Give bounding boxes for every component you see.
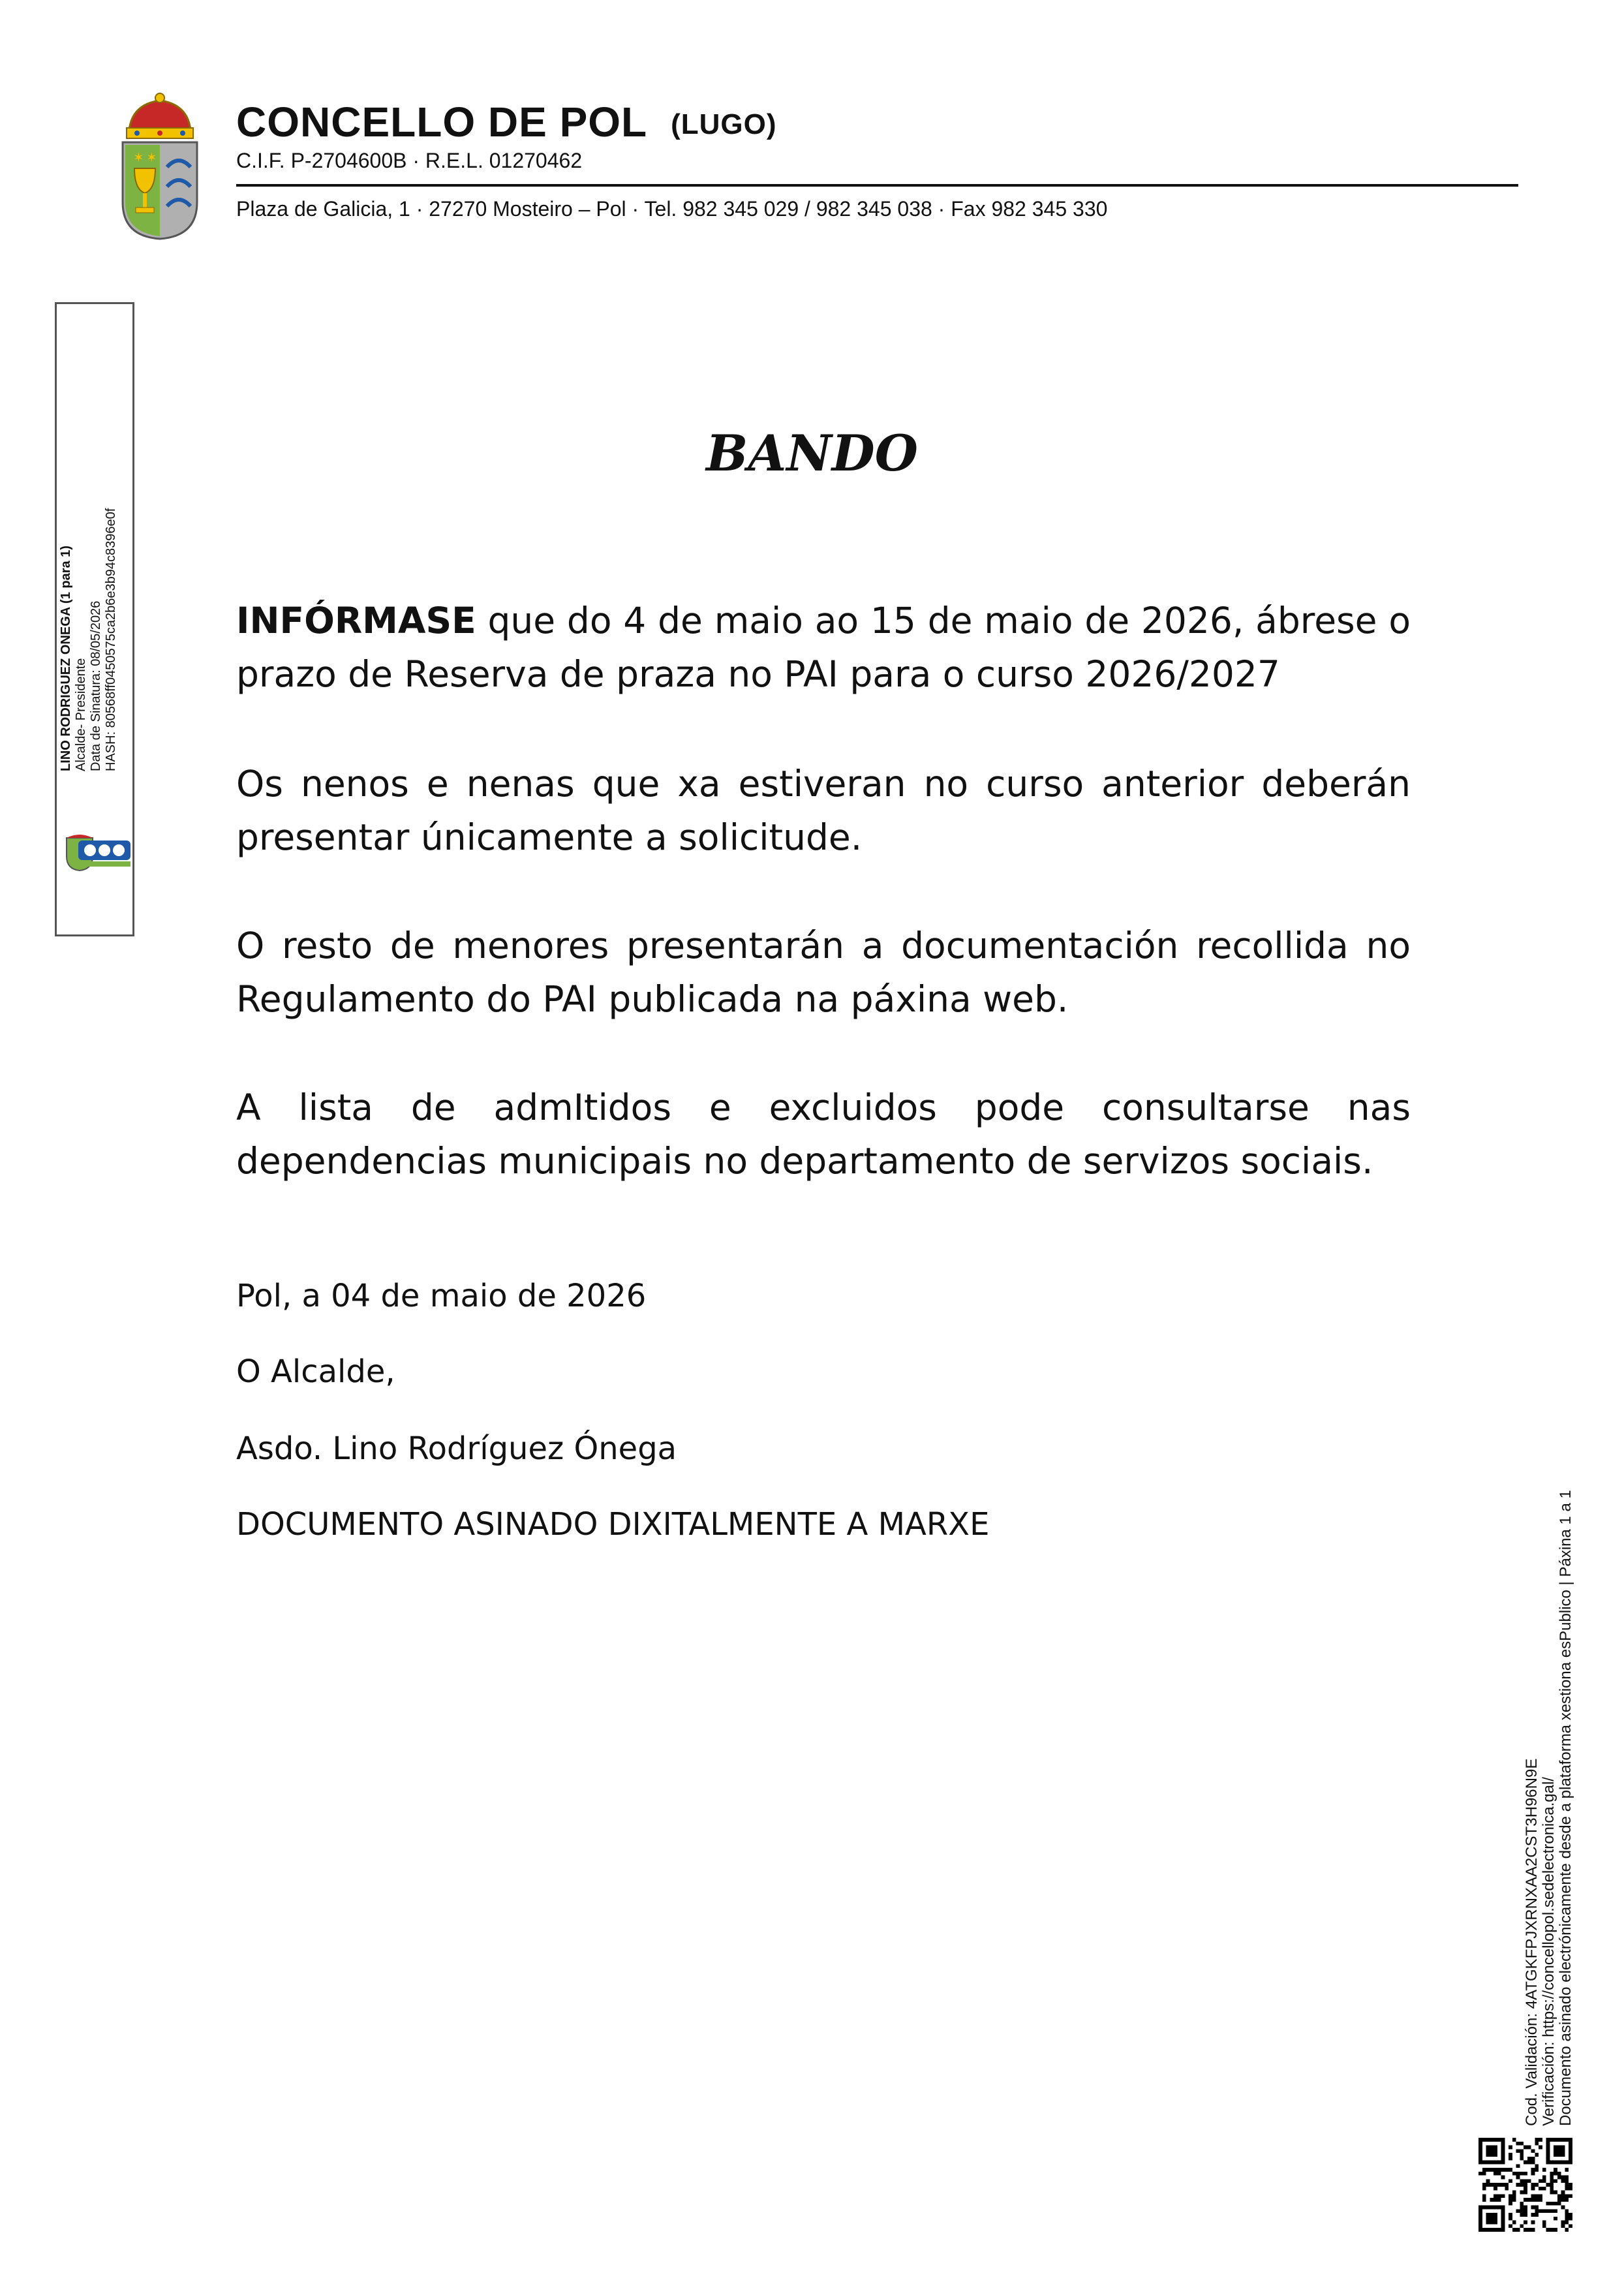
signature-stamp-text [59,471,119,771]
signature-date: Data de Sinatura: 08/05/2026 [89,600,103,771]
signed-platform-note: Documento asinado electrónicamente desde a plataforma xestiona esPublico | Páxina 1 a 1 [1557,1490,1574,2126]
paragraph-admission-list: A lista de admItidos e excluidos pode consultarse nas dependencias municipais no departamento de servizos sociais. [236,1087,1411,1182]
signer-name: Asdo. Lino Rodríguez Ónega [236,1430,677,1467]
paragraph-new-children: O resto de menores presentarán a documentación recollida no Regulamento do PAI publicada na páxina web. [236,925,1411,1020]
organization-title: CONCELLO DE POL [236,99,648,146]
paragraph-announcement [236,594,1411,701]
svg-text:✶: ✶ [146,149,157,165]
signer-stamp-name: LINO RODRIGUEZ ONEGA (1 para 1) [59,546,73,771]
place-and-date: Pol, a 04 de maio de 2026 [236,1278,647,1314]
organization-ids: C.I.F. P-2704600B · R.E.L. 01270462 [236,149,583,172]
signer-role: O Alcalde, [236,1353,395,1390]
verification-url: Verificación: https://concellopol.sedelectronica.gal/ [1540,1777,1557,2126]
document-title: BANDO [706,424,918,482]
organization-address: Plaza de Galicia, 1 · 27270 Mosteiro – Pol · Tel. 982 345 029 / 982 345 038 · Fax 982 345 330 [236,197,1108,221]
organization-name [236,98,777,146]
announcement-lead: INFÓRMASE [236,600,476,641]
signature-hash: HASH: 80568ff0450575ca2b6e3b94c8396e0f [104,508,118,771]
announcement-text: que do 4 de maio ao 15 de maio de 2026, ábrese o prazo de Reserva de praza no PAI para o curso 2026/2027 [236,600,1411,695]
signer-stamp-role: Alcalde- Presidente [74,658,88,771]
validation-text [1524,1490,1574,2126]
qr-code-icon [1478,2138,1572,2232]
header-divider [236,184,1518,187]
paragraph-returning-children: Os nenos e nenas que xa estiveran no curso anterior deberán presentar únicamente a solicitude. [236,763,1411,858]
coat-of-arms-logo [117,91,202,241]
svg-text:✶: ✶ [133,149,144,165]
validation-code: Cod. Validación: 4ATGKFPJXRNXAA2CST3H96N9E [1523,1758,1540,2126]
signature-seal-icon [64,834,132,872]
organization-region: (LUGO) [671,108,777,140]
digital-signature-note: DOCUMENTO ASINADO DIXITALMENTE A MARXE [236,1506,990,1543]
